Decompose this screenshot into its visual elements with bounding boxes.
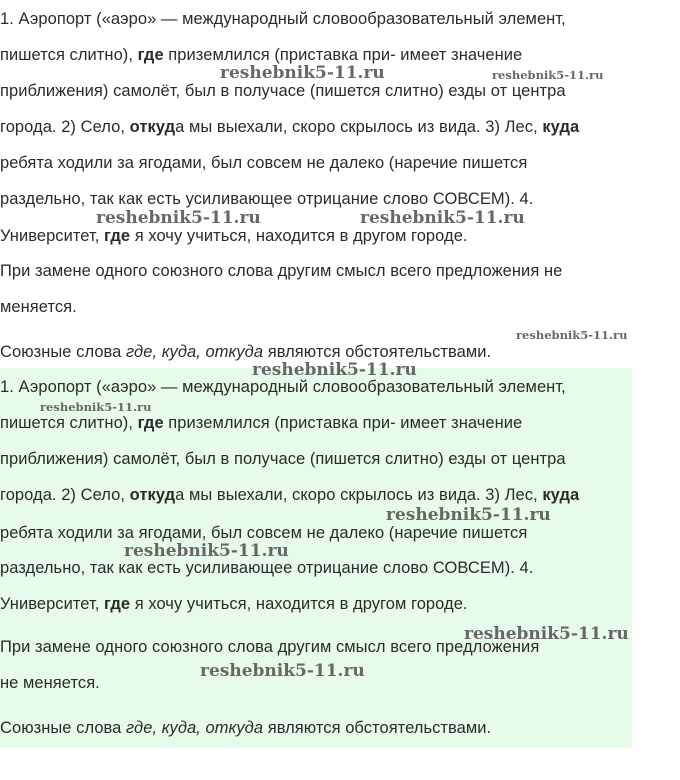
watermark: reshebnik5-11.ru bbox=[220, 63, 385, 83]
text-line: ребята ходили за ягодами, был совсем не далеко (наречие пишется bbox=[0, 154, 528, 172]
text-span: города. 2) Село, bbox=[0, 486, 130, 504]
watermark: reshebnik5-11.ru bbox=[124, 541, 289, 561]
text-span: города. 2) Село, bbox=[0, 118, 130, 136]
text-span: Союзные слова bbox=[0, 343, 127, 361]
text-line: не меняется. bbox=[0, 674, 100, 692]
text-span: Университет, bbox=[0, 595, 105, 613]
italic-words: где, куда, откуда bbox=[126, 719, 264, 737]
italic-words: где, куда, откуда bbox=[126, 343, 264, 361]
text-line bbox=[0, 342, 491, 362]
watermark: reshebnik5-11.ru bbox=[516, 328, 628, 342]
bold-word: где bbox=[137, 46, 164, 64]
text-line: При замене одного союзного слова другим смысл всего предложения bbox=[0, 638, 540, 656]
text-span: приземлился (приставка при- имеет значение bbox=[163, 46, 523, 64]
text-span: пишется слитно), bbox=[0, 414, 138, 432]
bold-word: куда bbox=[542, 486, 580, 504]
text-span: Союзные слова bbox=[0, 719, 127, 737]
text-line: раздельно, так как есть усиливающее отрицание слово СОВСЕМ). 4. bbox=[0, 559, 534, 577]
watermark: reshebnik5-11.ru bbox=[96, 208, 261, 228]
bold-word: откуд bbox=[129, 486, 176, 504]
text-span: я хочу учиться, находится в другом городе. bbox=[130, 227, 468, 245]
watermark: reshebnik5-11.ru bbox=[464, 624, 629, 644]
bold-word: где bbox=[104, 227, 131, 245]
answer-block-highlighted bbox=[0, 368, 632, 748]
text-span: приземлился (приставка при- имеет значение bbox=[163, 414, 523, 432]
text-span: являются обстоятельствами. bbox=[263, 719, 492, 737]
text-line bbox=[0, 117, 579, 137]
text-line bbox=[0, 594, 468, 614]
text-span: я хочу учиться, находится в другом городе. bbox=[130, 595, 468, 613]
bold-word: куда bbox=[542, 118, 580, 136]
watermark: reshebnik5-11.ru bbox=[360, 208, 525, 228]
text-line: 1. Аэропорт («аэро» — международный словообразовательный элемент, bbox=[0, 10, 566, 28]
text-line bbox=[0, 413, 522, 433]
watermark: reshebnik5-11.ru bbox=[40, 400, 152, 414]
text-line: 1. Аэропорт («аэро» — международный словообразовательный элемент, bbox=[0, 378, 566, 396]
text-line: приближения) самолёт, был в получасе (пишется слитно) езды от центра bbox=[0, 82, 566, 100]
text-line bbox=[0, 718, 491, 738]
bold-word: где bbox=[104, 595, 131, 613]
text-line: ребята ходили за ягодами, был совсем не далеко (наречие пишется bbox=[0, 524, 528, 542]
text-line bbox=[0, 226, 468, 246]
text-line bbox=[0, 485, 579, 505]
text-line: раздельно, так как есть усиливающее отрицание слово СОВСЕМ). 4. bbox=[0, 190, 534, 208]
bold-word: откуд bbox=[129, 118, 176, 136]
text-line: меняется. bbox=[0, 298, 77, 316]
bold-word: где bbox=[137, 414, 164, 432]
text-span: Университет, bbox=[0, 227, 105, 245]
text-line bbox=[0, 45, 522, 65]
watermark: reshebnik5-11.ru bbox=[200, 661, 365, 681]
watermark: reshebnik5-11.ru bbox=[252, 360, 417, 380]
text-span: а мы выехали, скоро скрылось из вида. 3) Лес, bbox=[175, 486, 543, 504]
text-span: а мы выехали, скоро скрылось из вида. 3) Лес, bbox=[175, 118, 543, 136]
text-line: приближения) самолёт, был в получасе (пишется слитно) езды от центра bbox=[0, 450, 566, 468]
text-line: При замене одного союзного слова другим смысл всего предложения не bbox=[0, 262, 563, 280]
watermark: reshebnik5-11.ru bbox=[386, 505, 551, 525]
text-span: пишется слитно), bbox=[0, 46, 138, 64]
text-span: являются обстоятельствами. bbox=[263, 343, 492, 361]
watermark: reshebnik5-11.ru bbox=[492, 68, 604, 82]
